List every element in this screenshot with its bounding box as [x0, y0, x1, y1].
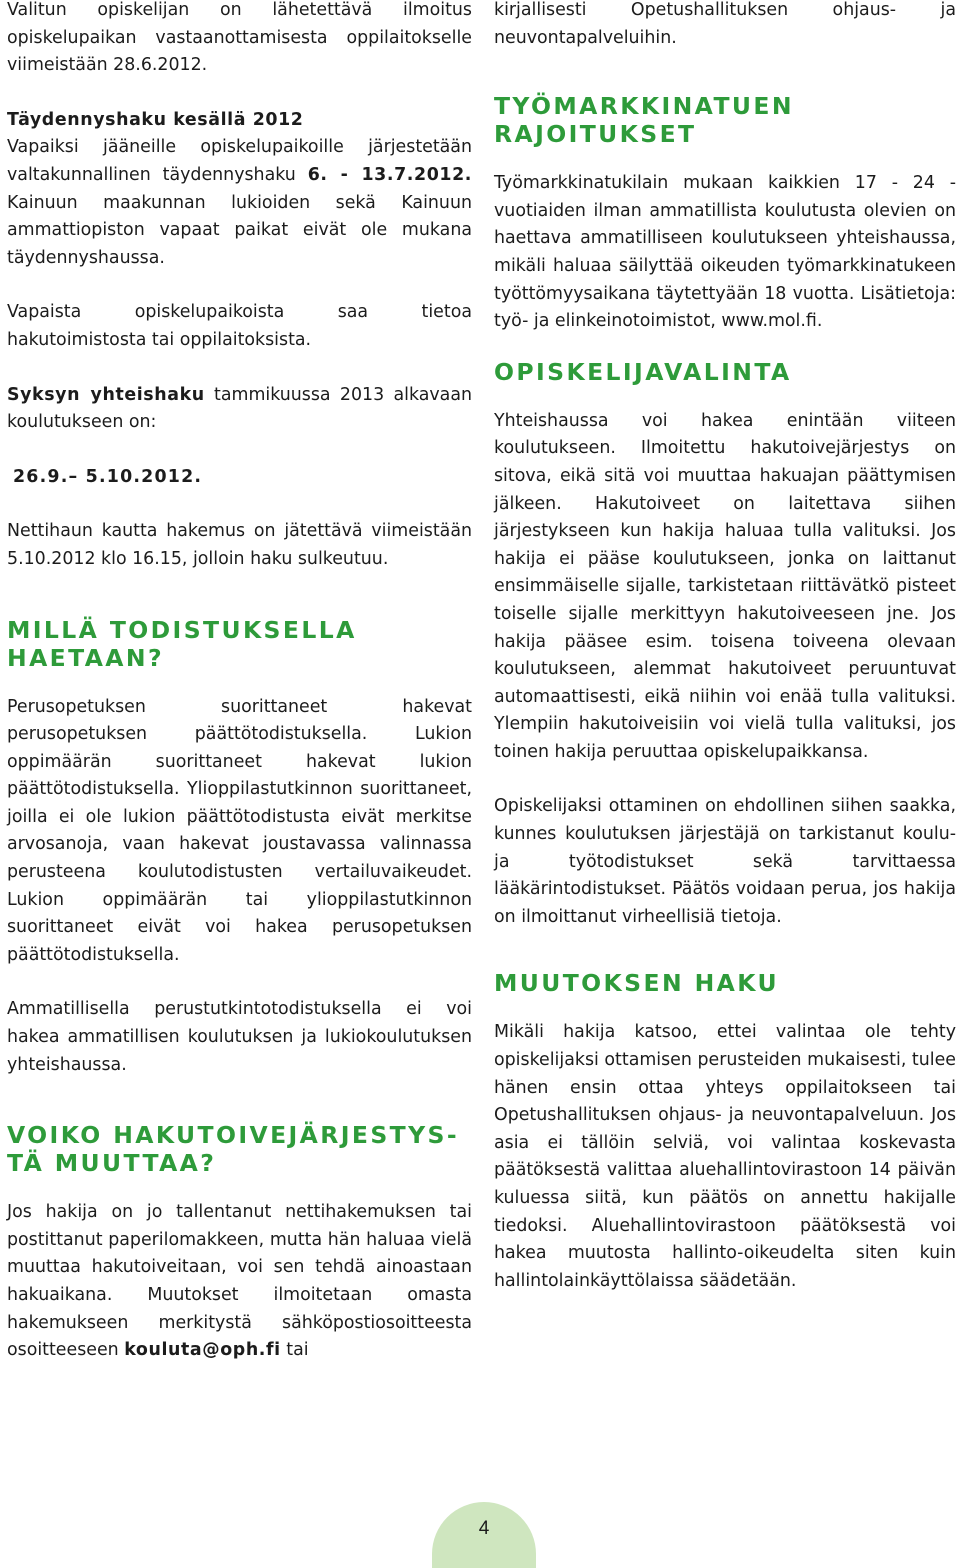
selection-paragraph: Yhteishaussa voi hakea enintään viiteen koulutukseen. Ilmoitettu hakutoivejärjestys on sitova, eikä sitä voi muuttaa hakuajan päättymisen jälkeen. Hakutoiveet on laitettava siihen järjestykseen kun hakija haluaa tulla valituksi. Jos hakija ei pääse koulutukseen, jonka on laittanut ensimmäiselle sijalle, tarkistetaan riittävätkö pisteet toiselle sijalle merkittyyn hakutoiveeseen jne. Jos hakija pääsee esim. toisena toiveena olevaan koulutukseen, alemmat hakutoiveet peruuntuvat automaattisesti, eikä niihin voi enää tulla valituksi. Ylempiin hakutoiveisiin voi vielä tulla valituksi, jos toinen hakija peruuttaa opiskelupaikkansa. [494, 410, 956, 762]
conditional-paragraph: Opiskelijaksi ottaminen on ehdollinen siihen saakka, kunnes koulutuksen järjestäjä on tarkistanut koulu- ja työtodistukset sekä tarvittaessa lääkärintodistukset. Päätös voidaan perua, jos hakija on ilmoittanut virheellisiä tietoja. [494, 796, 956, 927]
autumn-dates: 26.9.– 5.10.2012. [13, 466, 203, 487]
right-column [494, 0, 956, 1295]
intro-paragraph: Valitun opiskelijan on lähetettävä ilmoitus opiskelupaikan vastaanottamisesta oppilaitokselle viimeistään 28.6.2012. [7, 0, 472, 76]
page-number: 4 [478, 1518, 490, 1539]
supplementary-dates: 6. - 13.7.2012. [307, 164, 473, 185]
change-paragraph: Jos hakija on jo tallentanut nettihakemuksen tai postittanut paperilomakkeen, mutta hän haluaa vielä muuttaa hakutoiveitaan, voi sen tehdä ainoastaan hakuaikana. Muutokset ilmoitetaan omasta hakemukseen merkitystä sähköpostiosoitteesta osoitteeseen kouluta@oph.fi tai [7, 1202, 472, 1361]
supplementary-paragraph: Vapaiksi jääneille opiskelupaikoille järjestetään valtakunnallinen täydennyshaku 6. - 13.7.2012. Kainuun maakunnan lukioiden sekä Kainuun ammattiopiston vapaat paikat eivät ole mukana täydennyshaussa. [7, 137, 473, 268]
labour-heading: TYÖMARKKINATUEN RAJOITUKSET [494, 92, 794, 149]
free-places-paragraph: Vapaista opiskelupaikoista saa tietoa hakutoimistosta tai oppilaitoksista. [7, 302, 472, 350]
continuation-paragraph: kirjallisesti Opetushallituksen ohjaus- ja neuvontapalveluihin. [494, 0, 956, 48]
change-heading: VOIKO HAKUTOIVEJÄRJESTYS- TÄ MUUTTAA? [7, 1121, 460, 1178]
autumn-bold: Syksyn yhteishaku [7, 384, 205, 405]
autumn-paragraph: Syksyn yhteishaku tammikuussa 2013 alkavaan koulutukseen on: [7, 384, 472, 433]
certificate-heading: MILLÄ TODISTUKSELLA HAETAAN? [7, 615, 357, 672]
labour-paragraph: Työmarkkinatukilain mukaan kaikkien 17 - 24 -vuotiaiden ilman ammatillista koulutusta olevien on haettava ammatilliseen koulutukseen yhteishaussa, mikäli haluaa säilyttää oikeuden työmarkkinatukeen työttömyysaikana täytettyään 18 vuotta. Lisätietoja: työ- ja elinkeinotoimistot, www.mol.fi. [494, 173, 956, 332]
supplementary-title: Täydennyshaku kesällä 2012 [7, 109, 304, 130]
email-link[interactable]: kouluta@oph.fi [124, 1340, 281, 1361]
page-number-tab [432, 1502, 536, 1568]
vocational-paragraph: Ammatillisella perustutkintotodistuksella ei voi hakea ammatillisen koulutuksen ja lukiokoulutuksen yhteishaussa. [7, 999, 472, 1075]
appeal-heading: MUUTOKSEN HAKU [494, 969, 779, 998]
left-column [7, 0, 472, 1365]
online-paragraph: Nettihaun kautta hakemus on jätettävä viimeistään 5.10.2012 klo 16.15, jolloin haku sulkeutuu. [7, 521, 472, 569]
selection-heading: OPISKELIJAVALINTA [494, 357, 792, 386]
appeal-paragraph: Mikäli hakija katsoo, ettei valintaa ole tehty opiskelijaksi ottamisen perusteiden mukaisesti, tulee hänen ensin ottaa yhteys oppilaitokseen tai Opetushallituksen ohjaus- ja neuvontapalveluun. Jos asia ei tällöin selviä, voi valintaa koskevasta päätöksestä valittaa aluehallintovirastoon 14 päivän kuluessa siitä, kun päätös on annettu hakijalle tiedoksi. Aluehallintovirastoon päätöksestä voi hakea muutosta hallinto-oikeudelta siten kuin hallintolainkäyttölaissa säädetään. [494, 1022, 956, 1291]
certificate-paragraph: Perusopetuksen suorittaneet hakevat perusopetuksen päättötodistuksella. Lukion oppimäärän suorittaneet hakevat lukion päättötodistuksella. Ylioppilastutkinnon suorittaneet, joilla ei ole lukion päättötodistusta eivät merkitse arvosanoja, vaan hakevat joustavassa valinnassa perusteena koulutodistusten vertailuvaikeudet. Lukion oppimäärän tai ylioppilastutkinnon suorittaneet eivät voi hakea perusopetuksen päättötodistuksella. [7, 696, 472, 965]
